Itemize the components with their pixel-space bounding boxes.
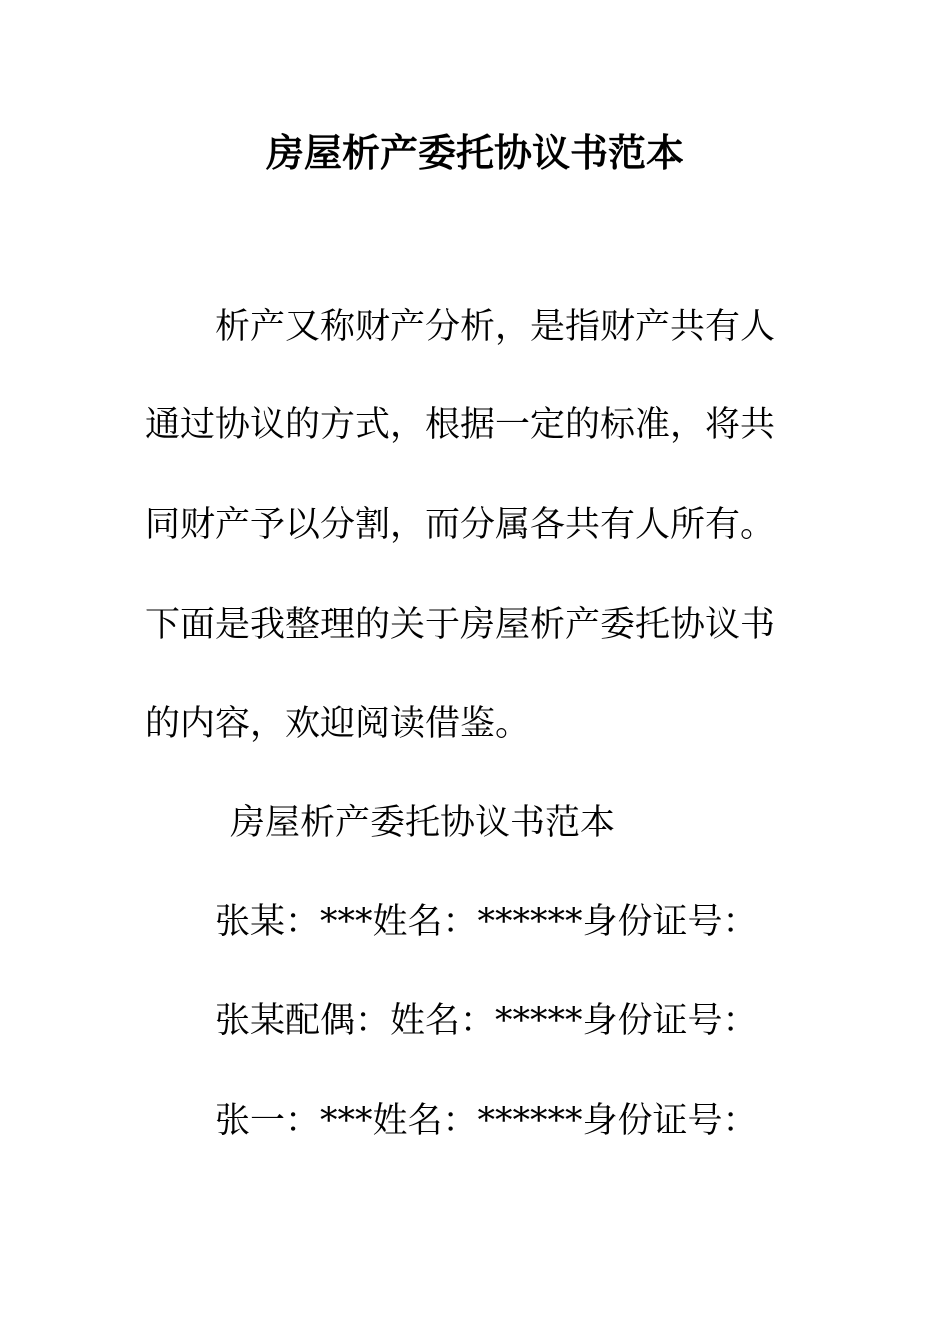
party-line-zhang: 张某：***姓名：******身份证号： bbox=[215, 902, 758, 942]
intro-line-5: 的内容，欢迎阅读借鉴。 bbox=[145, 704, 531, 744]
party-line-zhang-yi: 张一：***姓名：******身份证号： bbox=[215, 1101, 758, 1141]
document-title: 房屋析产委托协议书范本 bbox=[265, 130, 684, 175]
section-subtitle: 房屋析产委托协议书范本 bbox=[230, 803, 616, 843]
intro-line-1: 析产又称财产分析，是指财产共有人 bbox=[215, 307, 776, 347]
intro-line-3: 同财产予以分割，而分属各共有人所有。 bbox=[145, 505, 776, 545]
intro-line-2: 通过协议的方式，根据一定的标准，将共 bbox=[145, 405, 776, 445]
intro-line-4: 下面是我整理的关于房屋析产委托协议书 bbox=[145, 605, 776, 645]
party-line-zhang-spouse: 张某配偶：姓名：*****身份证号： bbox=[215, 1001, 758, 1041]
